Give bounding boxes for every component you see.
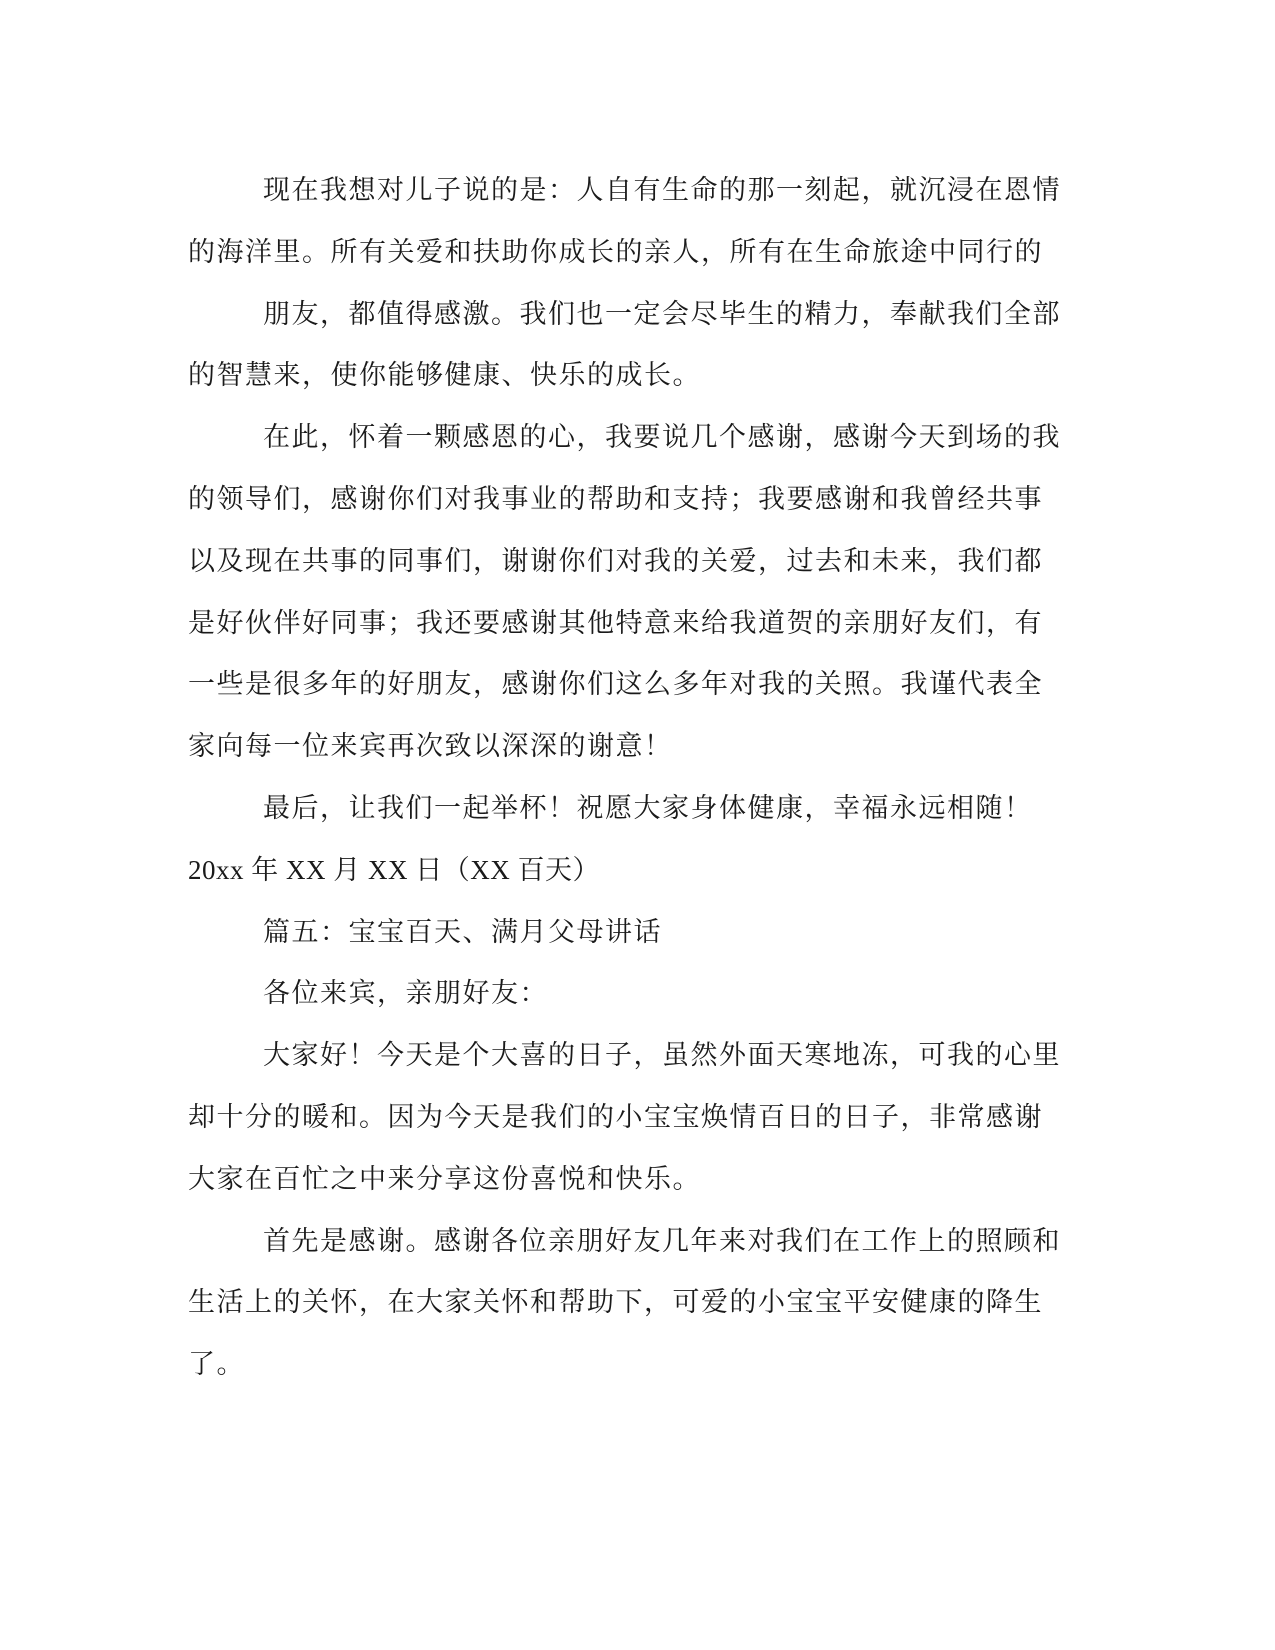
text-line-5: 在此，怀着一颗感恩的心，我要说几个感谢，感谢今天到场的我 (263, 422, 1061, 454)
text-line-7: 以及现在共事的同事们，谢谢你们对我的关爱，过去和未来，我们都 (188, 545, 1043, 577)
text-line-1: 现在我想对儿子说的是：人自有生命的那一刻起，就沉浸在恩情 (263, 175, 1061, 206)
section-heading: 篇五：宝宝百天、满月父母讲话 (263, 916, 662, 948)
text-line-16: 却十分的暖和。因为今天是我们的小宝宝焕情百日的日子，非常感谢 (188, 1101, 1043, 1133)
text-line-18: 首先是感谢。感谢各位亲朋好友几年来对我们在工作上的照顾和 (263, 1225, 1061, 1257)
text-line-19: 生活上的关怀，在大家关怀和帮助下，可爱的小宝宝平安健康的降生 (188, 1287, 1043, 1319)
text-line-3: 朋友，都值得感激。我们也一定会尽毕生的精力，奉献我们全部 (263, 298, 1061, 330)
date-line: 20xx 年 XX 月 XX 日（XX 百天） (188, 854, 600, 885)
text-line-9: 一些是很多年的好朋友，感谢你们这么多年对我的关照。我谨代表全 (188, 669, 1043, 701)
text-line-17: 大家在百忙之中来分享这份喜悦和快乐。 (188, 1163, 701, 1195)
text-line-10: 家向每一位来宾再次致以深深的谢意！ (188, 731, 673, 763)
text-line-11: 最后，让我们一起举杯！祝愿大家身体健康，幸福永远相随！ (263, 792, 1033, 824)
text-line-6: 的领导们，感谢你们对我事业的帮助和支持；我要感谢和我曾经共事 (188, 483, 1043, 515)
document-body (188, 160, 1078, 1396)
text-line-20: 了。 (188, 1349, 245, 1381)
salutation: 各位来宾，亲朋好友： (263, 978, 548, 1010)
text-line-4: 的智慧来，使你能够健康、快乐的成长。 (188, 360, 701, 392)
text-line-15: 大家好！今天是个大喜的日子，虽然外面天寒地冻，可我的心里 (263, 1040, 1061, 1072)
text-line-2: 的海洋里。所有关爱和扶助你成长的亲人，所有在生命旅途中同行的 (188, 236, 1043, 268)
text-line-8: 是好伙伴好同事；我还要感谢其他特意来给我道贺的亲朋好友们，有 (188, 607, 1043, 639)
